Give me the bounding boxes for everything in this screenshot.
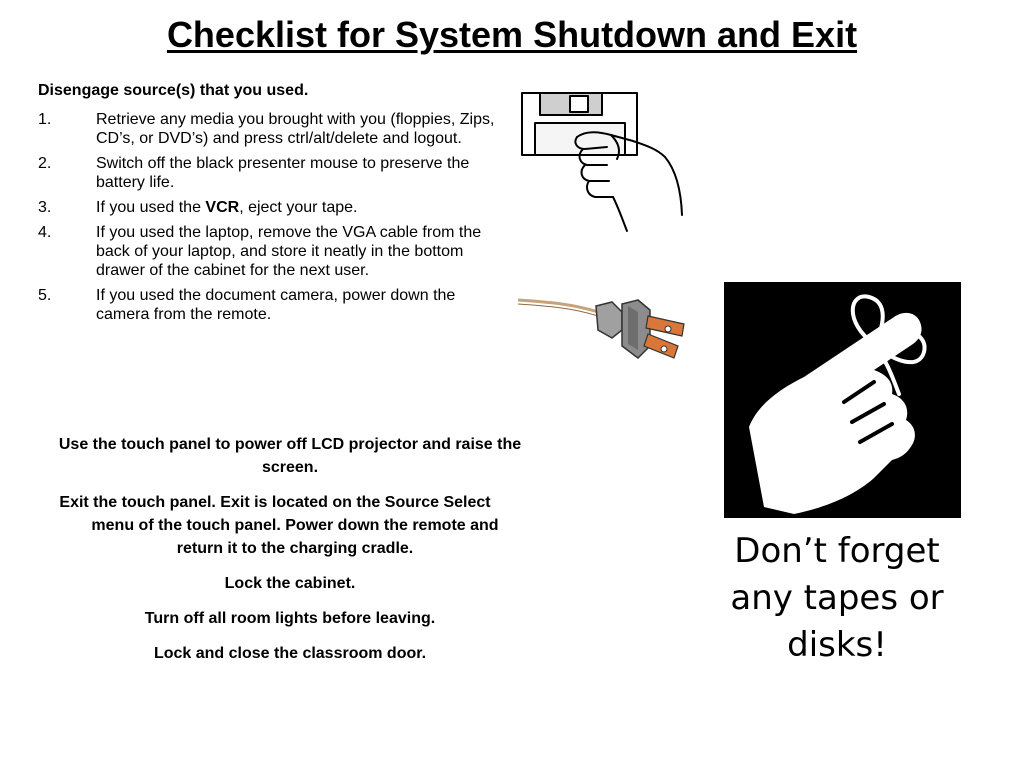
power-plug-icon xyxy=(518,290,693,365)
checklist-step xyxy=(38,198,503,217)
step-number: 1. xyxy=(38,111,52,128)
step-text xyxy=(96,198,503,217)
instruction-note: Turn off all room lights before leaving. xyxy=(144,610,436,627)
page-title: Checklist for System Shutdown and Exit xyxy=(166,14,858,55)
checklist-step xyxy=(38,223,503,280)
checklist-step xyxy=(38,154,503,192)
closing-instructions xyxy=(40,433,540,677)
step-text: Retrieve any media you brought with you (floppies, Zips, CD’s, or DVD’s) and press ctrl/alt/delete and logout. xyxy=(96,111,495,147)
checklist-steps xyxy=(38,110,503,330)
instruction-note: Lock the cabinet. xyxy=(224,575,356,592)
intro-heading: Disengage source(s) that you used. xyxy=(38,82,309,99)
step-number: 5. xyxy=(38,287,52,304)
step-text: If you used the document camera, power down the camera from the remote. xyxy=(96,287,456,323)
instruction-note: Use the touch panel to power off LCD projector and raise the screen. xyxy=(58,436,522,476)
checklist-step xyxy=(38,286,503,324)
step-text-pre: If you used the xyxy=(96,199,206,216)
checklist-step xyxy=(38,110,503,148)
step-text: If you used the laptop, remove the VGA cable from the back of your laptop, and store it neatly in the bottom drawer of the cabinet for the next user. xyxy=(96,224,482,279)
instruction-note: Exit the touch panel. Exit is located on the Source Select menu of the touch panel. Power down the remote and return it to the charging cradle. xyxy=(59,494,499,557)
step-text: Switch off the black presenter mouse to preserve the battery life. xyxy=(96,155,470,191)
step-text-bold: VCR xyxy=(205,199,240,216)
string-on-finger-icon xyxy=(724,282,961,518)
step-text-post: , eject your tape. xyxy=(239,199,358,216)
step-number: 2. xyxy=(38,155,52,172)
floppy-disk-in-hand-icon xyxy=(515,85,685,235)
step-number: 4. xyxy=(38,224,52,241)
reminder-text: Don’t forget any tapes or disks! xyxy=(730,531,944,665)
instruction-note: Lock and close the classroom door. xyxy=(153,645,427,662)
step-number: 3. xyxy=(38,199,52,216)
